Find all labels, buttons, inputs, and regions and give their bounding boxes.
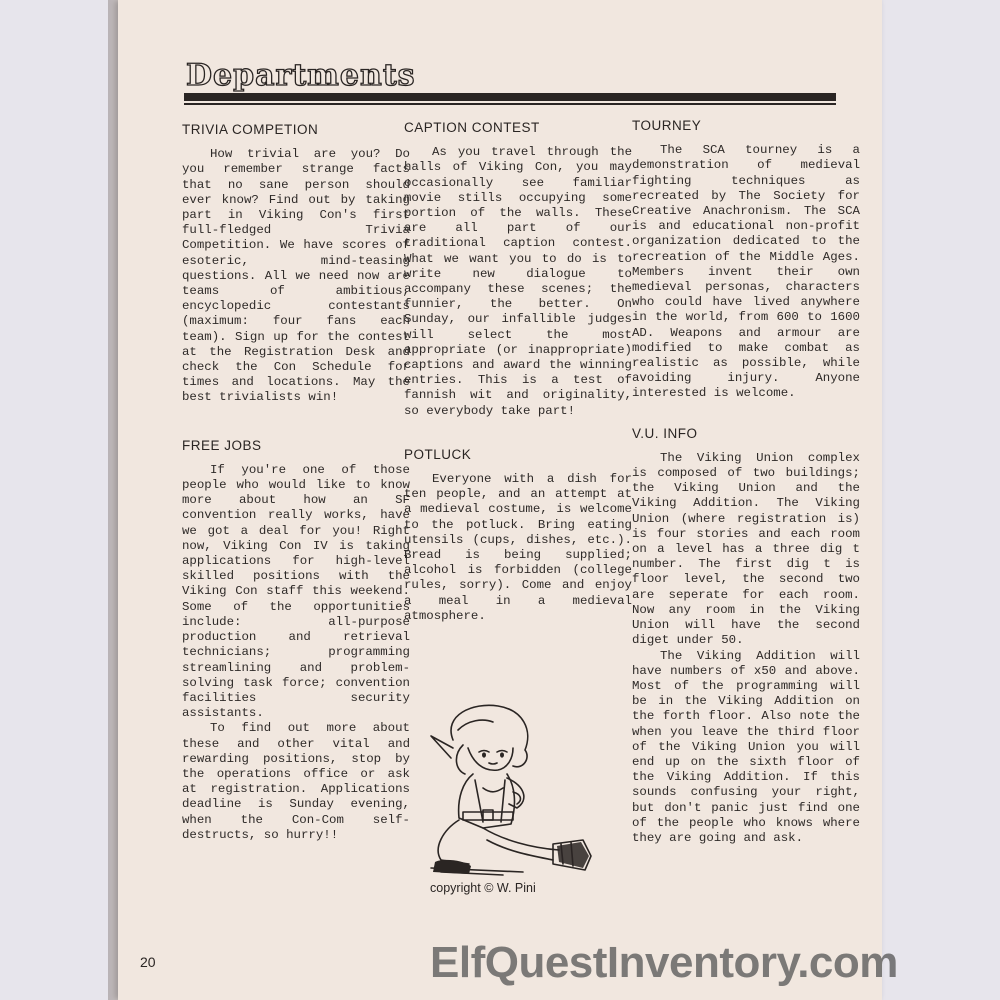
column-middle xyxy=(404,120,632,646)
section-paragraph: If you're one of those people who would like to know more about how an SF convention really works, have we got a deal for you! Right now, Viking Con IV is taking applications for high-level skilled positions with the Viking Con staff this weekend. Some of the opportunities include: all-purpose production and retrieval technicians; programming streamlining and problem-solving task force; convention facilities security assistants. xyxy=(182,462,410,721)
section-heading: V.U. INFO xyxy=(632,425,698,441)
section-paragraph: Everyone with a dish for ten people, and an attempt at a medieval costume, is welcome to the potluck. Bring eating utensils (cups, dishes, etc.). Bread is being supplied; alcohol is forbidden (college rules, sorry). Come and enjoy a meal in a medieval atmosphere. xyxy=(404,472,632,623)
section-free-jobs xyxy=(182,438,410,843)
section-tourney xyxy=(632,118,860,402)
section-paragraph: The Viking Addition will have numbers of x50 and above. Most of the programming will be in the Viking Addition on the forth floor. Also note the when you leave the third floor of the Viking Union you will end up on the sixth floor of the Viking Addition. If this sounds confusing your right, but don't panic just find one of the people who knows where they are going and ask. xyxy=(632,648,860,845)
section-heading: TOURNEY xyxy=(632,118,702,133)
section-paragraph: The SCA tourney is a demonstration of medieval fighting techniques as recreated by The Society for Creative Anachronism. The SCA is and educational non-profit organization dedicated to the recreation of the Middle Ages. Members invent their own medieval personas, characters who could have lived anywhere in the world, from 600 to 1600 AD. Weapons and armour are modified to make combat as realistic as possible, while avoiding injury. Anyone interested is welcome. xyxy=(632,143,860,401)
site-watermark: ElfQuestInventory.com xyxy=(430,938,898,987)
section-heading: POTLUCK xyxy=(404,446,472,462)
section-heading: FREE JOBS xyxy=(182,437,262,453)
header-rule-thin xyxy=(184,103,836,105)
elf-illustration xyxy=(413,700,603,880)
section-paragraph: How trivial are you? Do you remember strange facts that no sane person should ever know? Find out by taking part in Viking Con's first full-fledged Trivia Competition. We have scores of esoteric, mind-teasing questions. All we need now are teams of ambitious, encyclopedic contestants (maximum: four fans each team). Sign up for the contest at the Registration Desk and check the Con Schedule for times and locations. May the best trivialists win! xyxy=(182,147,410,405)
section-paragraph: To find out more about these and other vital and rewarding positions, stop by the operations office or ask at registration. Applications deadline is Sunday evening, when the Con-Com self-destructs, so hurry!! xyxy=(182,721,410,842)
illustration-credit: copyright © W. Pini xyxy=(430,881,536,895)
page-title: Departments xyxy=(186,58,416,93)
column-left xyxy=(182,122,410,865)
page-number: 20 xyxy=(140,954,156,970)
section-paragraph: As you travel through the halls of Viking Con, you may occasionally see familiar movie stills occupying some portion of the walls. These are all part of our traditional caption contest. What we want you to do is to write new dialogue to accompany these scenes; the funnier, the better. On Sunday, our infallible judges will select the most appropriate (or inappropriate) captions and award the winning entries. This is a test of fannish wit and originality, so everybody take part! xyxy=(404,145,632,418)
section-heading: TRIVIA COMPETION xyxy=(182,122,319,137)
section-vu-info xyxy=(632,426,860,846)
header-rule-thick xyxy=(184,93,836,101)
section-caption-contest xyxy=(404,120,632,419)
column-right xyxy=(632,118,860,868)
section-trivia xyxy=(182,122,410,406)
section-paragraph: The Viking Union complex is composed of two buildings; the Viking Union and the Viking Addition. The Viking Union (where registration is) is four stories and each room on a level has a three dig t number. The first dig t is floor level, the second two are seperate for each room. Now any room in the Viking Union will have the second diget under 50. xyxy=(632,450,860,648)
magazine-page xyxy=(118,0,882,1000)
section-heading: CAPTION CONTEST xyxy=(404,120,540,135)
section-potluck xyxy=(404,447,632,624)
